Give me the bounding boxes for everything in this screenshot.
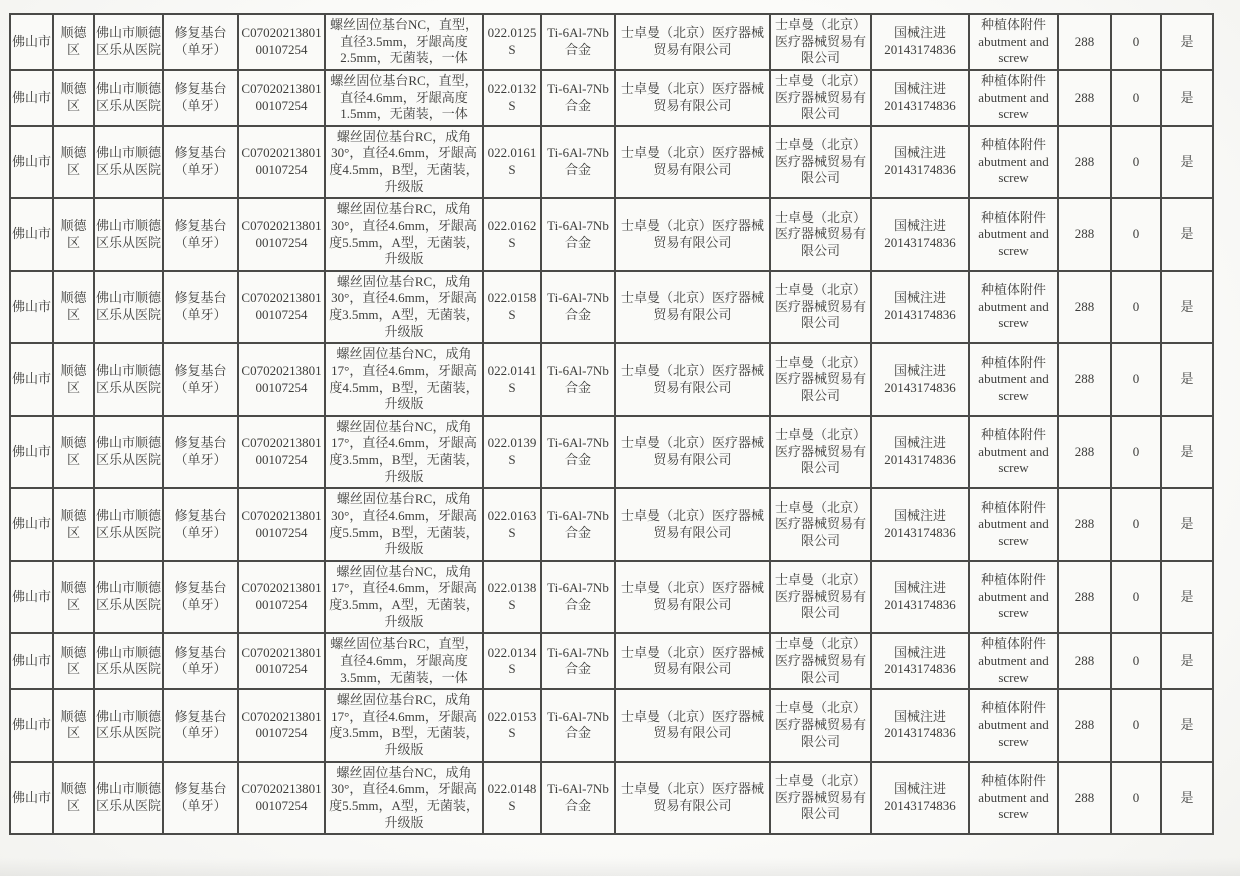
cell-model-number: 022.0141S: [483, 343, 541, 416]
cell-agent-company: 士卓曼（北京）医疗器械贸易有限公司: [770, 126, 871, 199]
cell-flag: 是: [1161, 271, 1213, 344]
cell-hospital: 佛山市顺德区乐从医院: [94, 762, 163, 835]
cell-material: Ti-6Al-7Nb合金: [541, 14, 615, 70]
cell-material: Ti-6Al-7Nb合金: [541, 561, 615, 634]
cell-district: 顺德区: [53, 689, 94, 762]
cell-district: 顺德区: [53, 488, 94, 561]
table-row: [10, 70, 1213, 126]
cell-registration-number: 国械注进 20143174836: [871, 416, 969, 489]
cell-agent-company: 士卓曼（北京）医疗器械贸易有限公司: [770, 343, 871, 416]
cell-product-name: 修复基台（单牙）: [163, 561, 238, 634]
cell-record-code: C0702021380100107254: [238, 689, 325, 762]
cell-registration-number: 国械注进 20143174836: [871, 70, 969, 126]
cell-product-name: 修复基台（单牙）: [163, 416, 238, 489]
table-row: [10, 561, 1213, 634]
cell-flag: 是: [1161, 633, 1213, 689]
cell-registration-number: 国械注进 20143174836: [871, 343, 969, 416]
cell-flag: 是: [1161, 198, 1213, 271]
cell-product-category: 种植体附件 abutment and screw: [969, 762, 1058, 835]
cell-price: 288: [1058, 416, 1111, 489]
cell-city: 佛山市: [10, 416, 53, 489]
cell-district: 顺德区: [53, 762, 94, 835]
cell-trading-company: 士卓曼（北京）医疗器械贸易有限公司: [615, 271, 770, 344]
cell-hospital: 佛山市顺德区乐从医院: [94, 198, 163, 271]
cell-count: 0: [1111, 70, 1161, 126]
cell-city: 佛山市: [10, 126, 53, 199]
cell-record-code: C0702021380100107254: [238, 633, 325, 689]
cell-product-category: 种植体附件 abutment and screw: [969, 126, 1058, 199]
cell-product-category: 种植体附件 abutment and screw: [969, 633, 1058, 689]
cell-model-number: 022.0153S: [483, 689, 541, 762]
cell-model-number: 022.0163S: [483, 488, 541, 561]
cell-spec-description: 螺丝固位基台NC，成角17°，直径4.6mm，牙龈高度3.5mm，B型，无菌装，升级版: [325, 416, 483, 489]
cell-spec-description: 螺丝固位基台NC，直型，直径3.5mm，牙龈高度2.5mm，无菌装，一体: [325, 14, 483, 70]
cell-record-code: C0702021380100107254: [238, 561, 325, 634]
cell-hospital: 佛山市顺德区乐从医院: [94, 271, 163, 344]
cell-price: 288: [1058, 343, 1111, 416]
cell-material: Ti-6Al-7Nb合金: [541, 416, 615, 489]
cell-registration-number: 国械注进 20143174836: [871, 488, 969, 561]
cell-price: 288: [1058, 762, 1111, 835]
cell-flag: 是: [1161, 689, 1213, 762]
cell-count: 0: [1111, 14, 1161, 70]
cell-agent-company: 士卓曼（北京）医疗器械贸易有限公司: [770, 689, 871, 762]
cell-spec-description: 螺丝固位基台RC，直型，直径4.6mm，牙龈高度3.5mm，无菌装，一体: [325, 633, 483, 689]
cell-count: 0: [1111, 633, 1161, 689]
cell-registration-number: 国械注进 20143174836: [871, 633, 969, 689]
cell-hospital: 佛山市顺德区乐从医院: [94, 561, 163, 634]
cell-material: Ti-6Al-7Nb合金: [541, 70, 615, 126]
cell-product-name: 修复基台（单牙）: [163, 343, 238, 416]
cell-trading-company: 士卓曼（北京）医疗器械贸易有限公司: [615, 70, 770, 126]
cell-count: 0: [1111, 343, 1161, 416]
cell-agent-company: 士卓曼（北京）医疗器械贸易有限公司: [770, 762, 871, 835]
table-row: [10, 488, 1213, 561]
cell-agent-company: 士卓曼（北京）医疗器械贸易有限公司: [770, 14, 871, 70]
cell-trading-company: 士卓曼（北京）医疗器械贸易有限公司: [615, 416, 770, 489]
cell-record-code: C0702021380100107254: [238, 70, 325, 126]
cell-count: 0: [1111, 416, 1161, 489]
cell-product-category: 种植体附件 abutment and screw: [969, 14, 1058, 70]
cell-material: Ti-6Al-7Nb合金: [541, 689, 615, 762]
cell-trading-company: 士卓曼（北京）医疗器械贸易有限公司: [615, 488, 770, 561]
cell-flag: 是: [1161, 762, 1213, 835]
cell-trading-company: 士卓曼（北京）医疗器械贸易有限公司: [615, 343, 770, 416]
cell-price: 288: [1058, 14, 1111, 70]
cell-price: 288: [1058, 488, 1111, 561]
cell-trading-company: 士卓曼（北京）医疗器械贸易有限公司: [615, 689, 770, 762]
cell-count: 0: [1111, 126, 1161, 199]
cell-count: 0: [1111, 271, 1161, 344]
cell-flag: 是: [1161, 70, 1213, 126]
cell-district: 顺德区: [53, 561, 94, 634]
cell-spec-description: 螺丝固位基台RC，成角30°，直径4.6mm，牙龈高度4.5mm，B型，无菌装，升级版: [325, 126, 483, 199]
cell-product-name: 修复基台（单牙）: [163, 70, 238, 126]
cell-registration-number: 国械注进 20143174836: [871, 198, 969, 271]
cell-product-category: 种植体附件 abutment and screw: [969, 561, 1058, 634]
cell-spec-description: 螺丝固位基台NC，成角17°，直径4.6mm，牙龈高度4.5mm，B型，无菌装，升级版: [325, 343, 483, 416]
cell-material: Ti-6Al-7Nb合金: [541, 126, 615, 199]
table-row: [10, 416, 1213, 489]
cell-city: 佛山市: [10, 343, 53, 416]
cell-record-code: C0702021380100107254: [238, 762, 325, 835]
device-table-body: [10, 14, 1213, 834]
table-row: [10, 689, 1213, 762]
cell-agent-company: 士卓曼（北京）医疗器械贸易有限公司: [770, 198, 871, 271]
cell-spec-description: 螺丝固位基台RC，成角30°，直径4.6mm，牙龈高度5.5mm，A型，无菌装，升级版: [325, 198, 483, 271]
cell-hospital: 佛山市顺德区乐从医院: [94, 70, 163, 126]
cell-material: Ti-6Al-7Nb合金: [541, 488, 615, 561]
cell-hospital: 佛山市顺德区乐从医院: [94, 633, 163, 689]
cell-trading-company: 士卓曼（北京）医疗器械贸易有限公司: [615, 126, 770, 199]
cell-district: 顺德区: [53, 70, 94, 126]
cell-product-category: 种植体附件 abutment and screw: [969, 198, 1058, 271]
cell-registration-number: 国械注进 20143174836: [871, 689, 969, 762]
cell-flag: 是: [1161, 561, 1213, 634]
cell-record-code: C0702021380100107254: [238, 488, 325, 561]
cell-registration-number: 国械注进 20143174836: [871, 762, 969, 835]
cell-trading-company: 士卓曼（北京）医疗器械贸易有限公司: [615, 762, 770, 835]
cell-flag: 是: [1161, 126, 1213, 199]
cell-city: 佛山市: [10, 561, 53, 634]
cell-hospital: 佛山市顺德区乐从医院: [94, 14, 163, 70]
cell-agent-company: 士卓曼（北京）医疗器械贸易有限公司: [770, 70, 871, 126]
cell-material: Ti-6Al-7Nb合金: [541, 762, 615, 835]
table-row: [10, 762, 1213, 835]
cell-hospital: 佛山市顺德区乐从医院: [94, 416, 163, 489]
cell-city: 佛山市: [10, 14, 53, 70]
cell-product-name: 修复基台（单牙）: [163, 198, 238, 271]
cell-city: 佛山市: [10, 762, 53, 835]
cell-model-number: 022.0134S: [483, 633, 541, 689]
cell-price: 288: [1058, 633, 1111, 689]
cell-spec-description: 螺丝固位基台RC，成角30°，直径4.6mm，牙龈高度3.5mm，A型，无菌装，升级版: [325, 271, 483, 344]
cell-agent-company: 士卓曼（北京）医疗器械贸易有限公司: [770, 561, 871, 634]
cell-trading-company: 士卓曼（北京）医疗器械贸易有限公司: [615, 14, 770, 70]
cell-product-category: 种植体附件 abutment and screw: [969, 271, 1058, 344]
cell-flag: 是: [1161, 488, 1213, 561]
cell-agent-company: 士卓曼（北京）医疗器械贸易有限公司: [770, 416, 871, 489]
cell-price: 288: [1058, 198, 1111, 271]
cell-price: 288: [1058, 271, 1111, 344]
cell-model-number: 022.0139S: [483, 416, 541, 489]
cell-count: 0: [1111, 198, 1161, 271]
cell-product-category: 种植体附件 abutment and screw: [969, 70, 1058, 126]
cell-model-number: 022.0158S: [483, 271, 541, 344]
cell-price: 288: [1058, 561, 1111, 634]
cell-registration-number: 国械注进 20143174836: [871, 271, 969, 344]
cell-flag: 是: [1161, 416, 1213, 489]
cell-trading-company: 士卓曼（北京）医疗器械贸易有限公司: [615, 561, 770, 634]
cell-city: 佛山市: [10, 689, 53, 762]
cell-spec-description: 螺丝固位基台RC，成角17°，直径4.6mm，牙龈高度3.5mm，B型，无菌装，升级版: [325, 689, 483, 762]
cell-product-name: 修复基台（单牙）: [163, 488, 238, 561]
cell-model-number: 022.0148S: [483, 762, 541, 835]
cell-price: 288: [1058, 126, 1111, 199]
table-row: [10, 198, 1213, 271]
cell-model-number: 022.0138S: [483, 561, 541, 634]
cell-city: 佛山市: [10, 271, 53, 344]
cell-price: 288: [1058, 689, 1111, 762]
cell-model-number: 022.0132S: [483, 70, 541, 126]
cell-city: 佛山市: [10, 488, 53, 561]
cell-city: 佛山市: [10, 633, 53, 689]
cell-hospital: 佛山市顺德区乐从医院: [94, 689, 163, 762]
cell-trading-company: 士卓曼（北京）医疗器械贸易有限公司: [615, 198, 770, 271]
cell-record-code: C0702021380100107254: [238, 271, 325, 344]
cell-product-category: 种植体附件 abutment and screw: [969, 343, 1058, 416]
cell-count: 0: [1111, 561, 1161, 634]
cell-registration-number: 国械注进 20143174836: [871, 561, 969, 634]
cell-spec-description: 螺丝固位基台RC，成角30°，直径4.6mm，牙龈高度5.5mm，B型，无菌装，升级版: [325, 488, 483, 561]
cell-material: Ti-6Al-7Nb合金: [541, 198, 615, 271]
cell-record-code: C0702021380100107254: [238, 126, 325, 199]
cell-model-number: 022.0125S: [483, 14, 541, 70]
cell-record-code: C0702021380100107254: [238, 343, 325, 416]
table-row: [10, 343, 1213, 416]
medical-device-table: [9, 13, 1214, 835]
table-row: [10, 126, 1213, 199]
cell-agent-company: 士卓曼（北京）医疗器械贸易有限公司: [770, 488, 871, 561]
cell-price: 288: [1058, 70, 1111, 126]
cell-count: 0: [1111, 488, 1161, 561]
cell-product-category: 种植体附件 abutment and screw: [969, 689, 1058, 762]
cell-product-name: 修复基台（单牙）: [163, 762, 238, 835]
cell-product-name: 修复基台（单牙）: [163, 14, 238, 70]
cell-material: Ti-6Al-7Nb合金: [541, 271, 615, 344]
cell-district: 顺德区: [53, 416, 94, 489]
cell-district: 顺德区: [53, 198, 94, 271]
cell-district: 顺德区: [53, 14, 94, 70]
cell-material: Ti-6Al-7Nb合金: [541, 633, 615, 689]
cell-record-code: C0702021380100107254: [238, 198, 325, 271]
cell-district: 顺德区: [53, 343, 94, 416]
cell-agent-company: 士卓曼（北京）医疗器械贸易有限公司: [770, 633, 871, 689]
table-row: [10, 633, 1213, 689]
cell-material: Ti-6Al-7Nb合金: [541, 343, 615, 416]
cell-count: 0: [1111, 689, 1161, 762]
table-row: [10, 14, 1213, 70]
table-row: [10, 271, 1213, 344]
cell-product-name: 修复基台（单牙）: [163, 271, 238, 344]
cell-hospital: 佛山市顺德区乐从医院: [94, 488, 163, 561]
cell-record-code: C0702021380100107254: [238, 416, 325, 489]
cell-product-name: 修复基台（单牙）: [163, 126, 238, 199]
cell-spec-description: 螺丝固位基台NC，成角30°，直径4.6mm，牙龈高度5.5mm，A型，无菌装，升级版: [325, 762, 483, 835]
cell-district: 顺德区: [53, 633, 94, 689]
cell-flag: 是: [1161, 14, 1213, 70]
cell-product-name: 修复基台（单牙）: [163, 633, 238, 689]
cell-model-number: 022.0162S: [483, 198, 541, 271]
cell-record-code: C0702021380100107254: [238, 14, 325, 70]
cell-city: 佛山市: [10, 70, 53, 126]
cell-district: 顺德区: [53, 126, 94, 199]
cell-product-name: 修复基台（单牙）: [163, 689, 238, 762]
cell-flag: 是: [1161, 343, 1213, 416]
cell-product-category: 种植体附件 abutment and screw: [969, 488, 1058, 561]
cell-model-number: 022.0161S: [483, 126, 541, 199]
cell-hospital: 佛山市顺德区乐从医院: [94, 343, 163, 416]
cell-spec-description: 螺丝固位基台RC，直型，直径4.6mm，牙龈高度1.5mm，无菌装，一体: [325, 70, 483, 126]
cell-count: 0: [1111, 762, 1161, 835]
cell-spec-description: 螺丝固位基台NC，成角17°，直径4.6mm，牙龈高度3.5mm，A型，无菌装，升级版: [325, 561, 483, 634]
cell-product-category: 种植体附件 abutment and screw: [969, 416, 1058, 489]
cell-registration-number: 国械注进 20143174836: [871, 126, 969, 199]
cell-registration-number: 国械注进 20143174836: [871, 14, 969, 70]
cell-hospital: 佛山市顺德区乐从医院: [94, 126, 163, 199]
cell-city: 佛山市: [10, 198, 53, 271]
cell-agent-company: 士卓曼（北京）医疗器械贸易有限公司: [770, 271, 871, 344]
cell-district: 顺德区: [53, 271, 94, 344]
cell-trading-company: 士卓曼（北京）医疗器械贸易有限公司: [615, 633, 770, 689]
